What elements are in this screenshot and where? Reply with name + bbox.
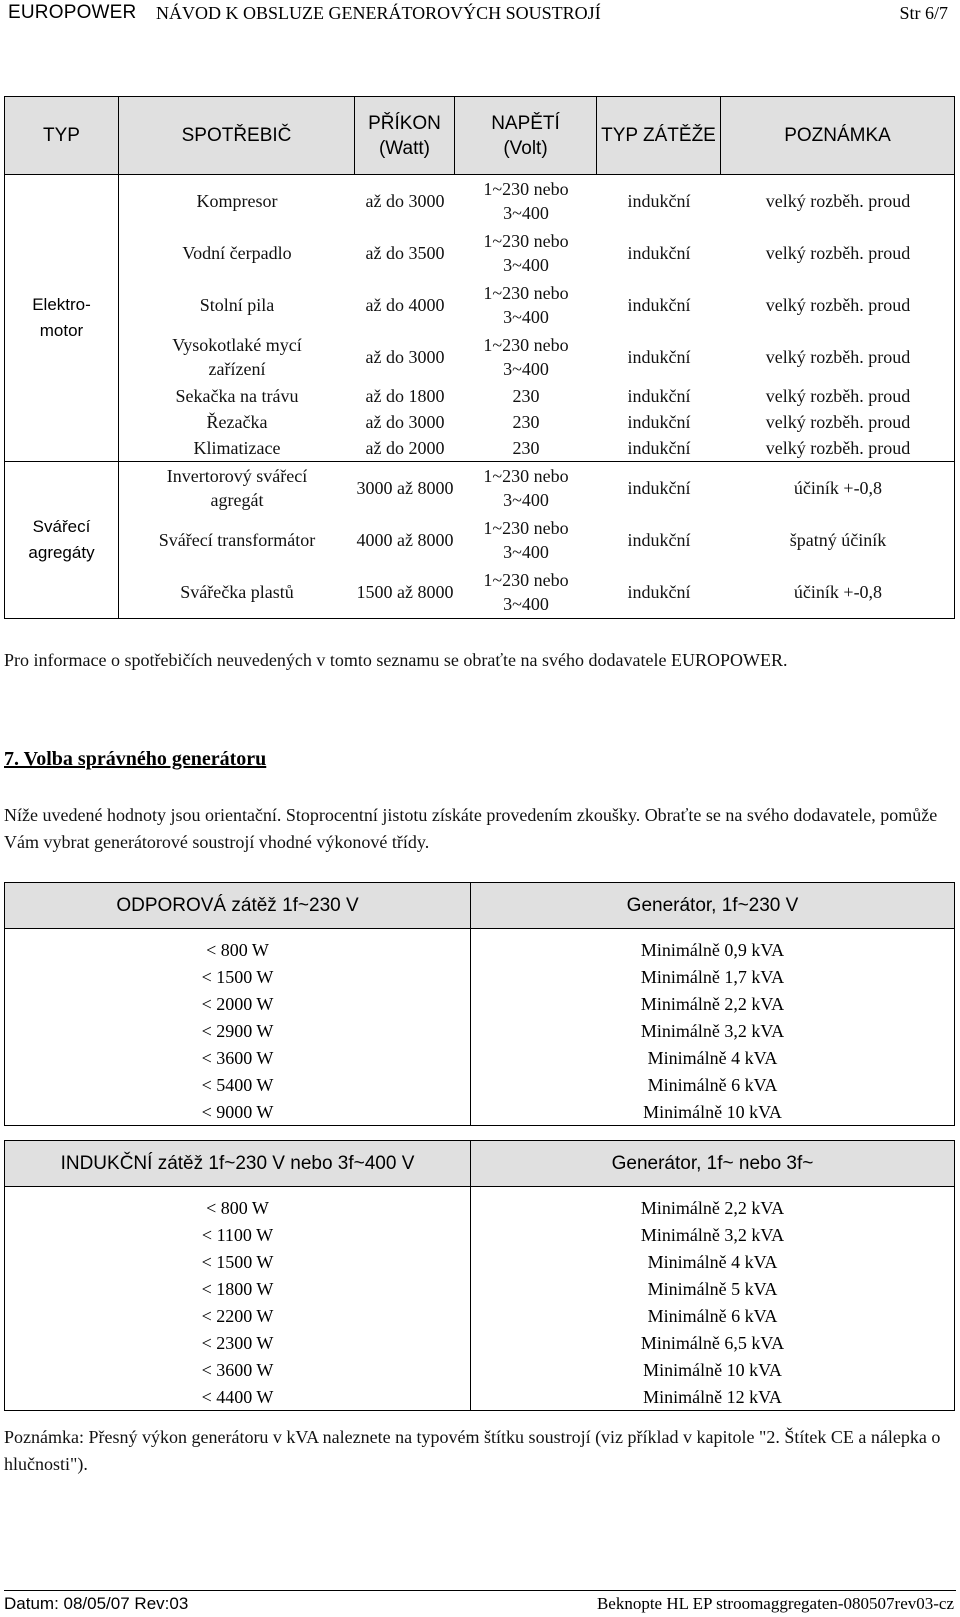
appliance-power: až do 3500 [365,243,445,263]
col-header-napeti [455,97,597,175]
inductive-generator-value: Minimálně 3,2 kVA [471,1222,955,1249]
inductive-generator-value: Minimálně 6 kVA [471,1303,955,1330]
appliance-row-cells [119,175,954,227]
resistive-col2-header: Generátor, 1f~230 V [471,883,955,929]
appliance-power: 3000 až 8000 [356,478,454,498]
appliance-note: velký rozběh. proud [765,412,911,432]
col-header-prikon [355,97,455,175]
header-brand: EUROPOWER [8,2,137,23]
inductive-row [5,1222,955,1249]
resistive-row [5,1072,955,1099]
appliance-row-cells [119,566,954,618]
inductive-row [5,1384,955,1411]
appliance-load-type: indukční [627,347,691,367]
appliance-row-cells [119,227,954,279]
resistive-row [5,964,955,991]
inductive-generator-value: Minimálně 10 kVA [471,1357,955,1384]
appliance-row [5,462,955,515]
appliance-table-header [5,97,955,175]
header-title: NÁVOD K OBSLUZE GENERÁTOROVÝCH SOUSTROJÍ [156,3,601,23]
appliance-name: Vysokotlaké mycí zařízení [172,335,302,379]
appliance-row [5,175,955,228]
appliance-row-cells [119,462,954,514]
appliance-load-type: indukční [627,295,691,315]
resistive-generator-value: Minimálně 6 kVA [471,1072,955,1099]
appliance-voltage: 1~230 nebo 3~400 [483,283,569,327]
inductive-generator-value: Minimálně 12 kVA [471,1384,955,1411]
appliance-type-cell: Elektro- motor [5,175,119,462]
inductive-load-table [4,1140,955,1411]
col-header-prikon-text: PŘÍKON (Watt) [368,112,441,159]
inductive-load-value: < 1500 W [5,1249,471,1276]
resistive-load-value: < 2000 W [5,991,471,1018]
appliance-load-type: indukční [627,191,691,211]
inductive-row [5,1330,955,1357]
inductive-row [5,1195,955,1222]
appliance-note: špatný účiník [789,530,887,550]
appliance-voltage: 230 [512,412,540,432]
inductive-row [5,1303,955,1330]
appliance-name: Kompresor [196,191,278,211]
resistive-generator-value: Minimálně 4 kVA [471,1045,955,1072]
appliance-name: Řezačka [206,412,268,432]
appliance-note: účiník +-0,8 [793,582,883,602]
col-header-spotrebic: SPOTŘEBIČ [119,97,355,175]
appliance-power: až do 2000 [365,438,445,458]
resistive-load-value: < 2900 W [5,1018,471,1045]
appliance-power: až do 3000 [365,191,445,211]
inductive-row [5,1249,955,1276]
appliance-note: velký rozběh. proud [765,295,911,315]
appliance-load-type: indukční [627,478,691,498]
appliance-note: velký rozběh. proud [765,243,911,263]
appliance-name: Svářečka plastů [180,582,294,602]
appliance-name: Sekačka na trávu [175,386,299,406]
appliance-voltage: 1~230 nebo 3~400 [483,231,569,275]
appliance-load-type: indukční [627,386,691,406]
inductive-generator-value: Minimálně 5 kVA [471,1276,955,1303]
col-header-poznamka: POZNÁMKA [721,97,955,175]
inductive-load-value: < 1800 W [5,1276,471,1303]
resistive-row [5,991,955,1018]
appliance-power: 1500 až 8000 [356,582,454,602]
appliance-row-cells [119,409,954,435]
inductive-generator-value: Minimálně 4 kVA [471,1249,955,1276]
resistive-load-value: < 5400 W [5,1072,471,1099]
col-header-typ: TYP [5,97,119,175]
appliance-power: až do 3000 [365,412,445,432]
appliance-row [5,331,955,383]
appliance-row-cells [119,331,954,383]
appliance-row-cells [119,514,954,566]
appliance-power: 4000 až 8000 [356,530,454,550]
appliance-load-type: indukční [627,412,691,432]
appliance-name: Stolní pila [199,295,275,315]
resistive-generator-value: Minimálně 0,9 kVA [471,937,955,964]
appliance-row [5,279,955,331]
inductive-row [5,1357,955,1384]
inductive-generator-value: Minimálně 6,5 kVA [471,1330,955,1357]
appliance-note: účiník +-0,8 [793,478,883,498]
resistive-generator-value: Minimálně 1,7 kVA [471,964,955,991]
page-number: Str 6/7 [899,3,948,23]
appliance-table [4,96,955,619]
col-header-napeti-text: NAPĚTÍ (Volt) [491,112,560,159]
inductive-load-value: < 3600 W [5,1357,471,1384]
appliance-voltage: 1~230 nebo 3~400 [483,570,569,614]
appliance-note: velký rozběh. proud [765,191,911,211]
note-paragraph: Poznámka: Přesný výkon generátoru v kVA naleznete na typovém štítku soustrojí (viz příklad v kapitole "2. Štítek CE a nálepka o hlučnosti"). [4,1427,941,1474]
resistive-load-value: < 800 W [5,937,471,964]
resistive-load-value: < 1500 W [5,964,471,991]
footer-doc-id: Beknopte HL EP stroomaggregaten-080507rev03-cz [596,1594,954,1613]
page-header [4,0,956,28]
appliance-voltage: 1~230 nebo 3~400 [483,518,569,562]
appliance-voltage: 1~230 nebo 3~400 [483,335,569,379]
appliance-load-type: indukční [627,243,691,263]
inductive-load-value: < 2300 W [5,1330,471,1357]
col-header-typ-zateze: TYP ZÁTĚŽE [597,97,721,175]
footer-divider [4,1590,956,1591]
resistive-generator-value: Minimálně 10 kVA [471,1099,955,1126]
appliance-power: až do 4000 [365,295,445,315]
appliance-name: Invertorový svářecí agregát [166,466,308,510]
appliance-type-cell: Svářecí agregáty [5,462,119,619]
appliance-note: velký rozběh. proud [765,386,911,406]
inductive-row [5,1276,955,1303]
appliance-row [5,566,955,619]
resistive-col1-header: ODPOROVÁ zátěž 1f~230 V [5,883,471,929]
resistive-load-value: < 3600 W [5,1045,471,1072]
appliance-name: Vodní čerpadlo [182,243,292,263]
appliance-note: velký rozběh. proud [765,438,911,458]
appliance-load-type: indukční [627,582,691,602]
inductive-load-value: < 1100 W [5,1222,471,1249]
appliance-row [5,435,955,462]
appliance-row [5,409,955,435]
inductive-table-body [5,1187,955,1411]
appliance-power: až do 1800 [365,386,445,406]
footer-date: Datum: 08/05/07 Rev:03 [4,1594,189,1613]
appliance-row-cells [119,383,954,409]
inductive-load-value: < 4400 W [5,1384,471,1411]
resistive-row [5,1099,955,1126]
section-heading: 7. Volba správného generátoru [4,748,267,770]
resistive-generator-value: Minimálně 3,2 kVA [471,1018,955,1045]
resistive-generator-value: Minimálně 2,2 kVA [471,991,955,1018]
inductive-col2-header: Generátor, 1f~ nebo 3f~ [471,1141,955,1187]
resistive-row [5,1045,955,1072]
appliance-voltage: 1~230 nebo 3~400 [483,466,569,510]
appliance-row [5,227,955,279]
appliance-load-type: indukční [627,530,691,550]
appliance-name: Klimatizace [193,438,281,458]
appliance-row-cells [119,279,954,331]
appliance-note: velký rozběh. proud [765,347,911,367]
appliance-name: Svářecí transformátor [158,530,316,550]
resistive-row [5,937,955,964]
appliance-row [5,514,955,566]
appliance-voltage: 1~230 nebo 3~400 [483,179,569,223]
inductive-load-value: < 800 W [5,1195,471,1222]
resistive-row [5,1018,955,1045]
info-paragraph: Pro informace o spotřebičích neuvedených v tomto seznamu se obraťte na svého dodavatele EUROPOWER. [4,650,788,670]
intro-paragraph: Níže uvedené hodnoty jsou orientační. Stoprocentní jistotu získáte provedením zkoušky. Obraťte se na svého dodavatele, pomůže Vám vybrat generátorové soustrojí vhodné výkonové třídy. [4,805,938,852]
inductive-load-value: < 2200 W [5,1303,471,1330]
appliance-table-body [5,175,955,619]
inductive-col1-header: INDUKČNÍ zátěž 1f~230 V nebo 3f~400 V [5,1141,471,1187]
resistive-load-value: < 9000 W [5,1099,471,1126]
resistive-table-body [5,929,955,1126]
appliance-load-type: indukční [627,438,691,458]
resistive-load-table [4,882,955,1126]
appliance-row-cells [119,435,954,461]
appliance-row [5,383,955,409]
appliance-power: až do 3000 [365,347,445,367]
appliance-voltage: 230 [512,438,540,458]
appliance-voltage: 230 [512,386,540,406]
inductive-generator-value: Minimálně 2,2 kVA [471,1195,955,1222]
